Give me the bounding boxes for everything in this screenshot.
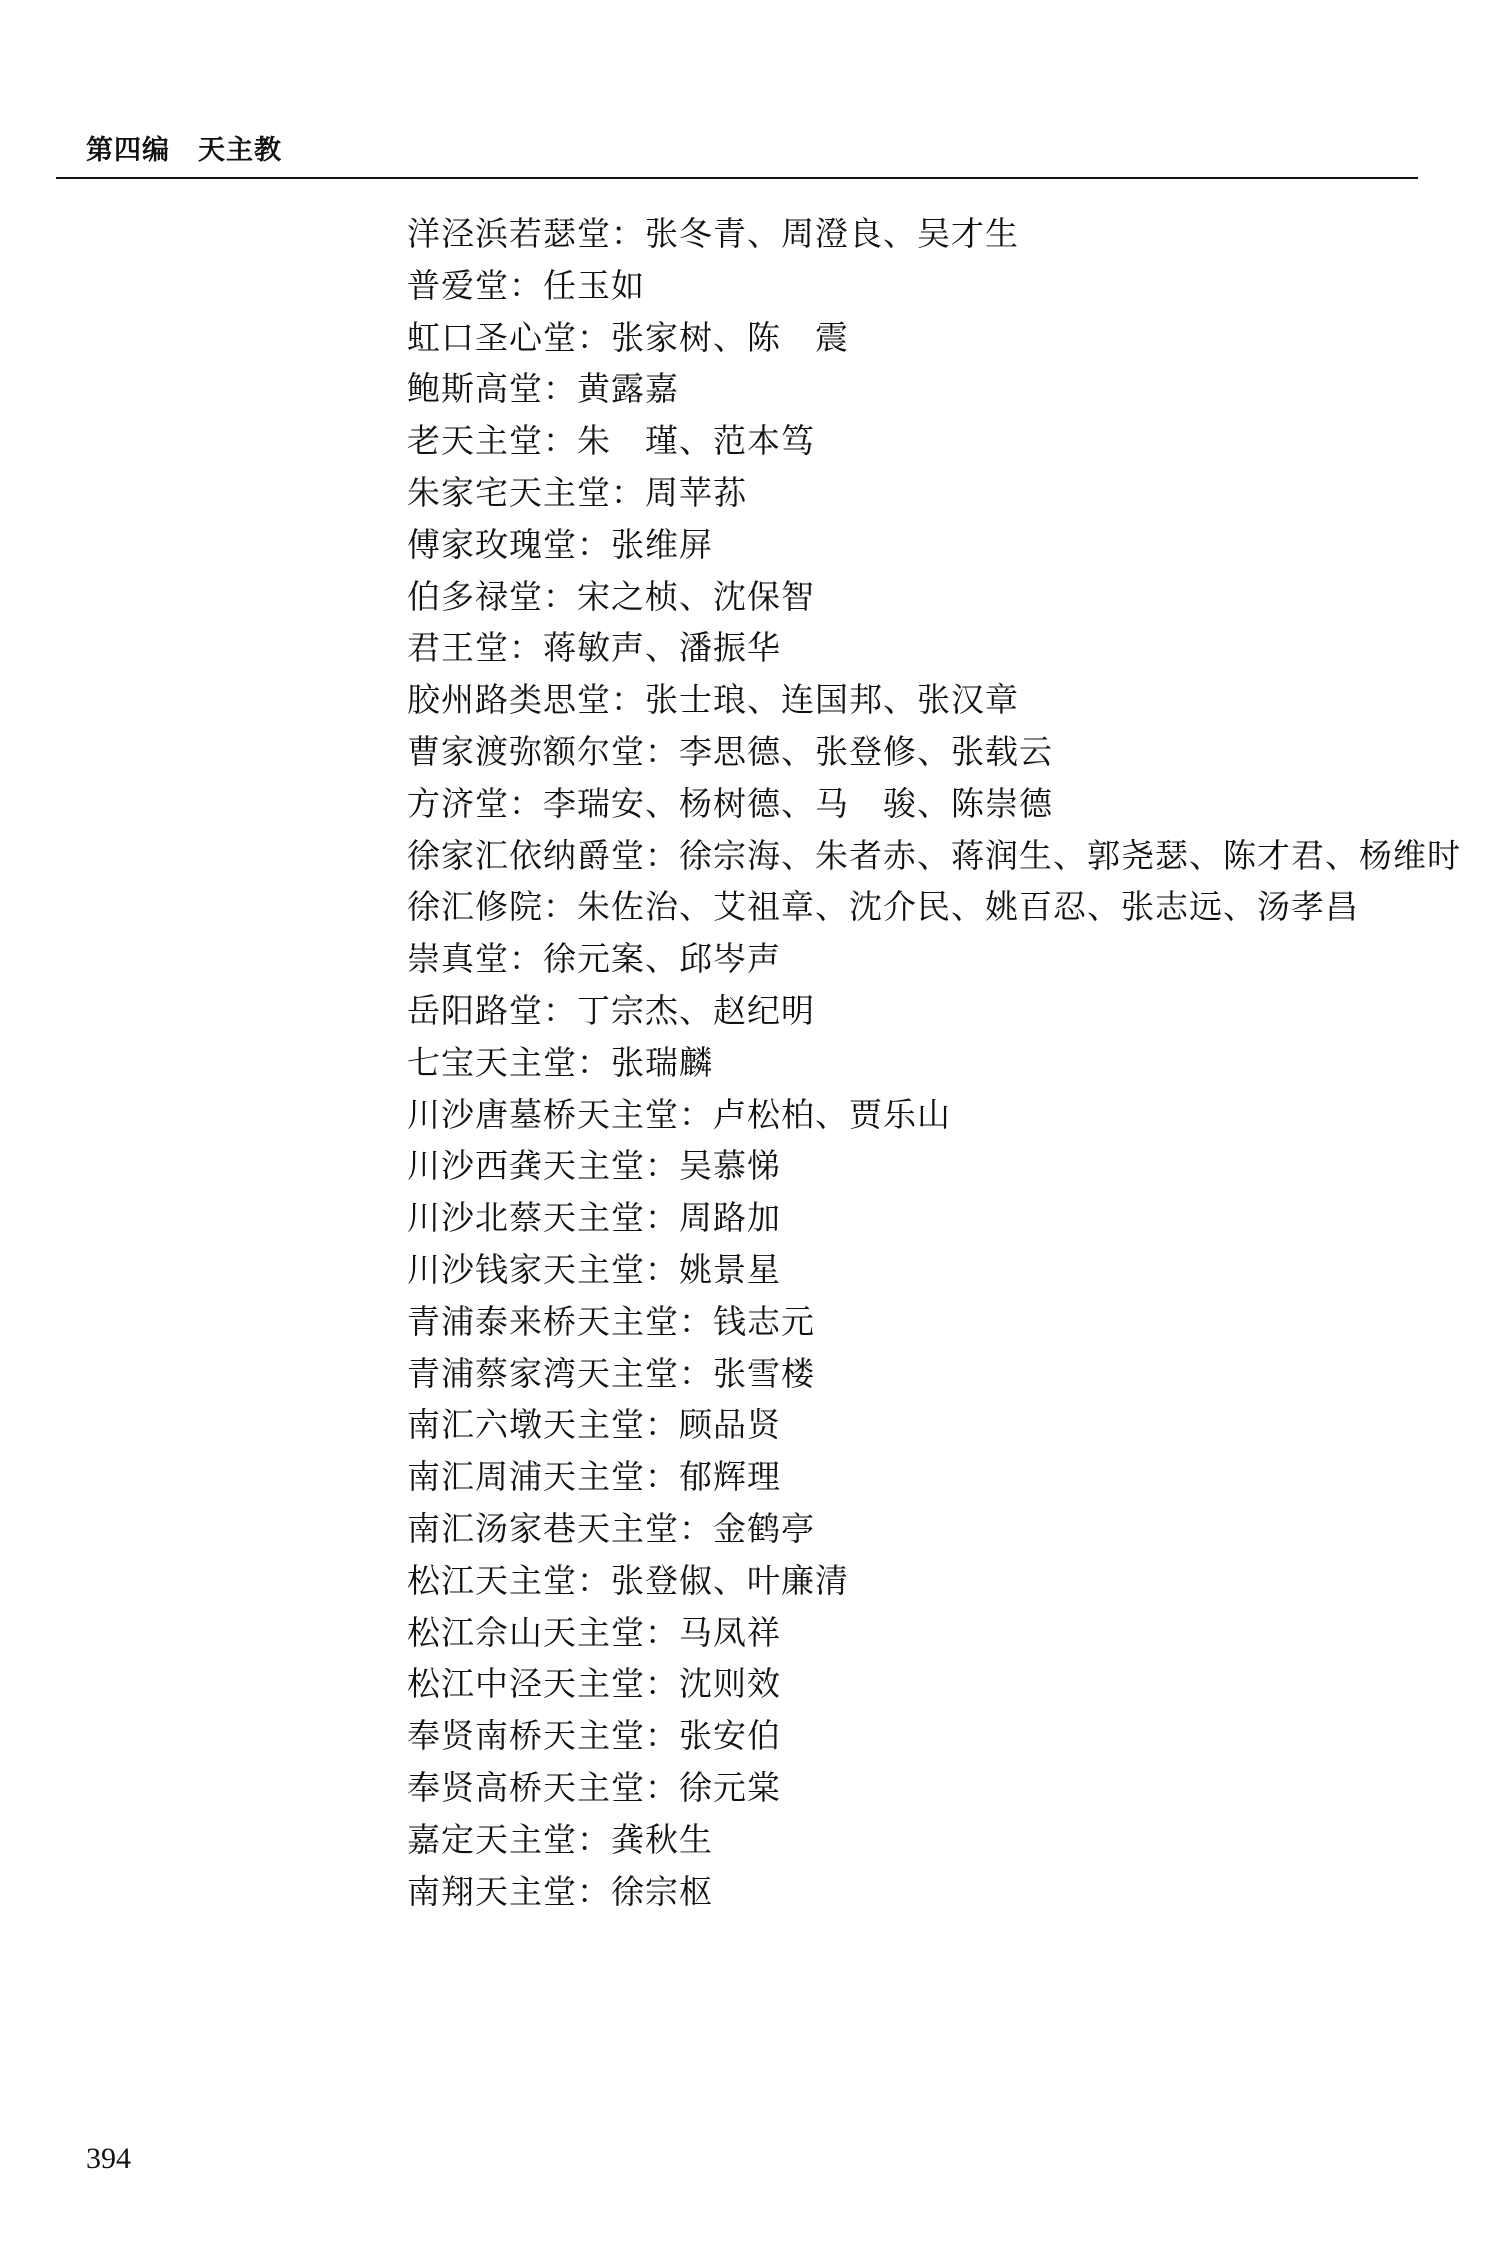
list-item: 南翔天主堂：徐宗枢 [407,1871,713,1911]
list-item: 南汇六墩天主堂：顾品贤 [407,1405,781,1445]
list-item: 傅家玫瑰堂：张维屏 [407,524,713,564]
running-header: 第四编 天主教 [86,135,282,166]
list-item: 洋泾浜若瑟堂：张冬青、周澄良、吴才生 [407,214,1019,253]
header-rule [56,177,1418,179]
list-item: 奉贤高桥天主堂：徐元棠 [407,1767,781,1807]
list-item: 七宝天主堂：张瑞麟 [407,1042,713,1082]
list-item: 普爱堂：任玉如 [407,265,645,305]
list-item: 川沙唐墓桥天主堂：卢松柏、贾乐山 [407,1094,951,1134]
list-item: 鲍斯高堂：黄露嘉 [407,369,679,409]
list-item: 徐汇修院：朱佐治、艾祖章、沈介民、姚百忍、张志远、汤孝昌 [407,887,1359,927]
list-item: 奉贤南桥天主堂：张安伯 [407,1716,781,1756]
list-item: 曹家渡弥额尔堂：李思德、张登修、张载云 [407,731,1053,771]
list-item: 松江天主堂：张登俶、叶廉清 [407,1560,849,1600]
list-item: 徐家汇依纳爵堂：徐宗海、朱者赤、蒋润生、郭尧瑟、陈才君、杨维时 [407,835,1461,875]
list-item: 嘉定天主堂：龚秋生 [407,1819,713,1859]
list-item: 川沙北蔡天主堂：周路加 [407,1198,781,1238]
list-item: 青浦泰来桥天主堂：钱志元 [407,1301,815,1341]
list-item: 青浦蔡家湾天主堂：张雪楼 [407,1353,815,1393]
list-item: 伯多禄堂：宋之桢、沈保智 [407,576,815,616]
list-item: 胶州路类思堂：张士琅、连国邦、张汉章 [407,680,1019,720]
list-item: 虹口圣心堂：张家树、陈 震 [407,317,849,357]
list-item: 方济堂：李瑞安、杨树德、马 骏、陈崇德 [407,783,1053,823]
list-item: 岳阳路堂：丁宗杰、赵纪明 [407,990,815,1030]
list-item: 崇真堂：徐元案、邱岑声 [407,939,781,979]
list-item: 松江中泾天主堂：沈则效 [407,1664,781,1704]
list-item: 川沙钱家天主堂：姚景星 [407,1249,781,1289]
list-item: 君王堂：蒋敏声、潘振华 [407,628,781,668]
church-priest-list [407,208,1461,1917]
list-item: 朱家宅天主堂：周苹荪 [407,472,747,512]
list-item: 南汇周浦天主堂：郁辉理 [407,1457,781,1497]
list-item: 松江佘山天主堂：马凤祥 [407,1612,781,1652]
list-item: 川沙西龚天主堂：吴慕悌 [407,1146,781,1186]
list-item: 老天主堂：朱 瑾、范本笃 [407,421,815,461]
page-number: 394 [86,2142,131,2175]
list-item: 南汇汤家巷天主堂：金鹤亭 [407,1508,815,1548]
